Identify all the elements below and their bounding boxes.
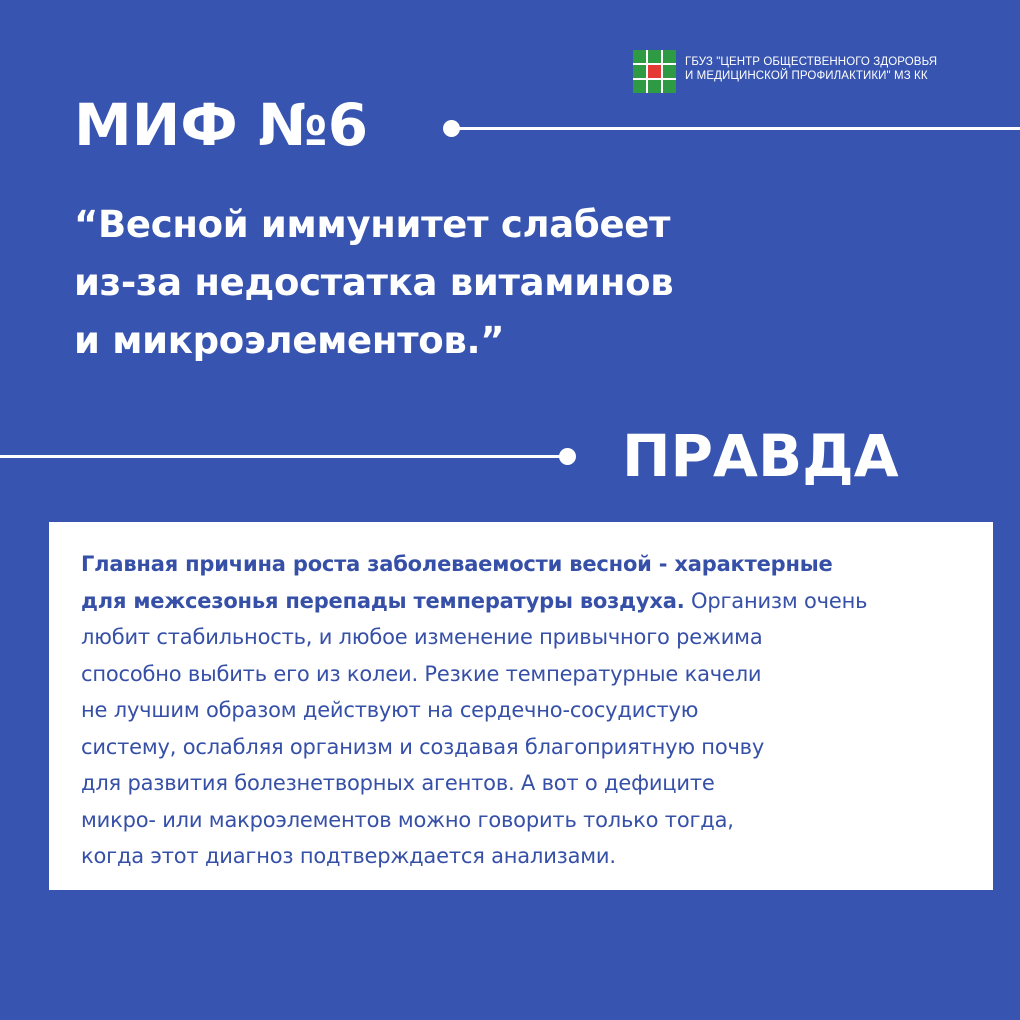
logo-tile — [648, 50, 661, 63]
logo-tile — [633, 65, 646, 78]
health-center-grid-logo-icon — [633, 50, 676, 93]
organization-name — [685, 55, 937, 83]
explanation-line-tail: Организм очень — [684, 588, 868, 613]
organization-name-line2: И МЕДИЦИНСКОЙ ПРОФИЛАКТИКИ" МЗ КК — [685, 70, 928, 82]
logo-tile — [663, 65, 676, 78]
explanation-line: не лучшим образом действуют на сердечно-сосудистую — [81, 698, 699, 722]
logo-tile — [648, 65, 661, 78]
myth-title: МИФ №6 — [74, 91, 369, 159]
decorative-line-top — [452, 127, 1020, 130]
explanation-mixed-line — [81, 583, 981, 620]
explanation-line: способно выбить его из колеи. Резкие температурные качели — [81, 661, 762, 686]
explanation-line: систему, ослабляя организм и создавая благоприятную почву — [81, 734, 765, 759]
explanation-line: для развития болезнетворных агентов. А вот о дефиците — [81, 771, 715, 795]
myth-quote — [74, 196, 974, 370]
explanation-line: когда этот диагноз подтверждается анализами. — [81, 844, 616, 868]
logo-tile — [663, 80, 676, 93]
organization-logo — [633, 50, 983, 96]
logo-tile — [663, 50, 676, 63]
decorative-dot-top — [443, 120, 460, 137]
verdict-label: ПРАВДА — [622, 422, 899, 490]
explanation-bold-line: для межсезонья перепады температуры воздуха. — [81, 588, 685, 613]
decorative-dot-middle — [559, 448, 576, 465]
myth-quote-line: и микроэлементов.” — [74, 319, 505, 362]
organization-name-line1: ГБУЗ "ЦЕНТР ОБЩЕСТВЕННОГО ЗДОРОВЬЯ — [685, 56, 938, 68]
decorative-line-middle — [0, 455, 568, 458]
logo-tile — [633, 50, 646, 63]
explanation-bold-line: Главная причина роста заболеваемости весной - характерные — [81, 552, 833, 576]
myth-quote-line: “Весной иммунитет слабеет — [74, 203, 671, 246]
explanation-text — [81, 546, 981, 875]
explanation-line: микро- или макроэлементов можно говорить только тогда, — [81, 807, 734, 832]
explanation-line: любит стабильность, и любое изменение привычного режима — [81, 625, 763, 649]
explanation-card — [49, 522, 993, 890]
logo-tile — [648, 80, 661, 93]
myth-quote-line: из-за недостатка витаминов — [74, 261, 674, 304]
logo-tile — [633, 80, 646, 93]
